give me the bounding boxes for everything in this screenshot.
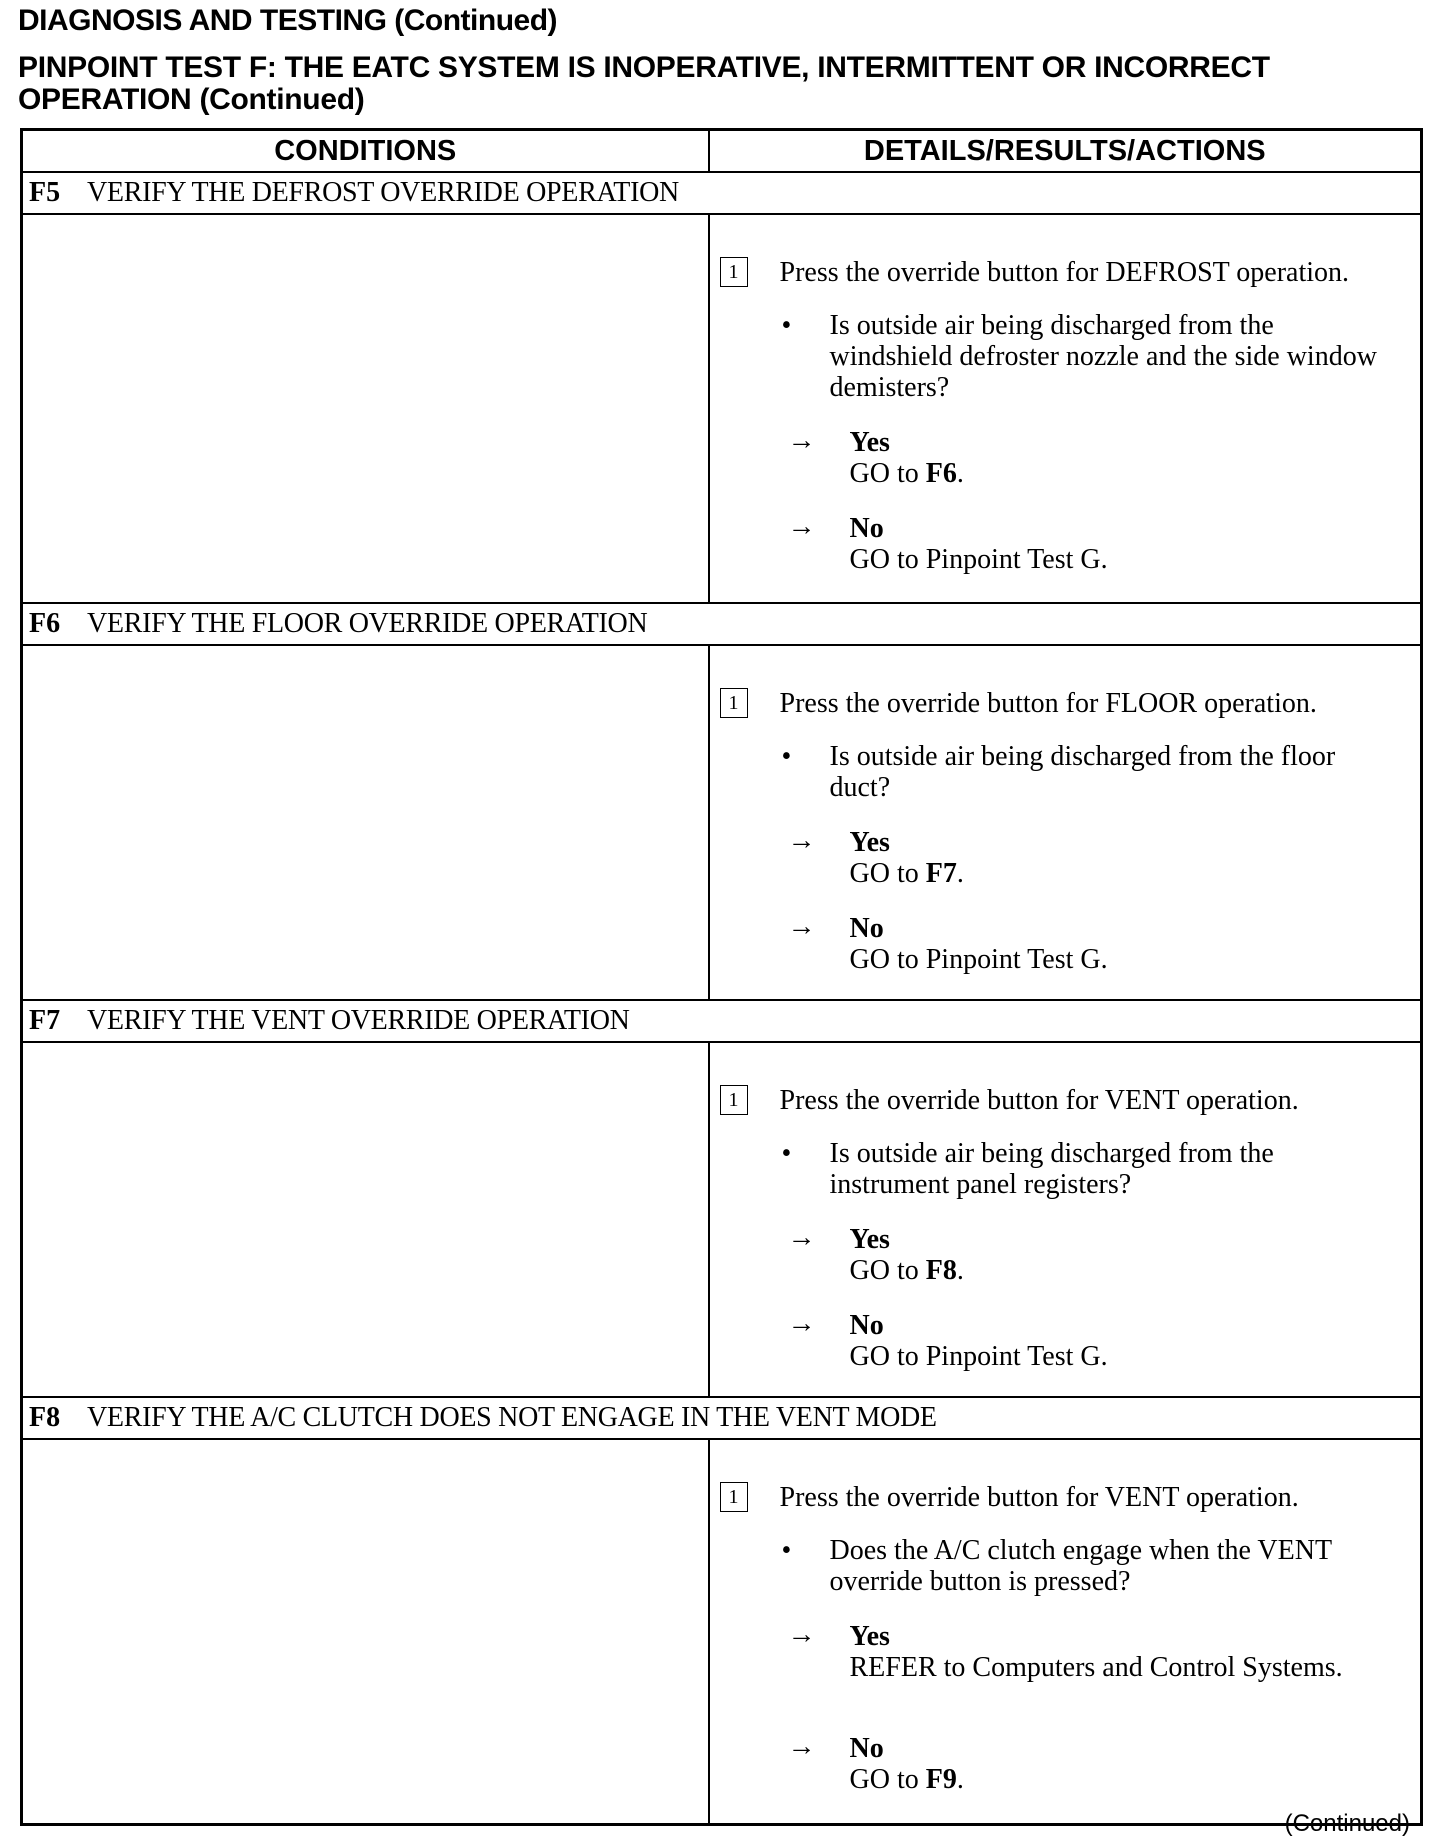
result-label: No bbox=[849, 1310, 884, 1341]
pinpoint-test-title bbox=[18, 52, 1418, 116]
continued-note: (Continued) bbox=[1284, 1810, 1410, 1837]
question-text: Is outside air being discharged from the floor duct? bbox=[829, 741, 1336, 803]
question-item bbox=[710, 310, 1421, 403]
bullet-icon: • bbox=[781, 1138, 792, 1169]
result-text: GO to F7. bbox=[849, 858, 964, 889]
result-label: No bbox=[849, 513, 884, 544]
arrow-right-icon: → bbox=[787, 911, 816, 942]
conditions-column-header: CONDITIONS bbox=[22, 130, 709, 173]
page-heading: DIAGNOSIS AND TESTING (Continued) bbox=[18, 4, 558, 37]
conditions-cell bbox=[22, 1042, 709, 1397]
step-body-row bbox=[22, 645, 1422, 1000]
conditions-cell bbox=[22, 645, 709, 1000]
result-label: Yes bbox=[849, 1621, 890, 1652]
step-number-box: 1 bbox=[720, 1085, 748, 1115]
action-step bbox=[710, 257, 1421, 288]
result-label: Yes bbox=[849, 427, 890, 458]
arrow-right-icon: → bbox=[787, 511, 816, 542]
step-number-box: 1 bbox=[720, 688, 748, 718]
step-title: VERIFY THE A/C CLUTCH DOES NOT ENGAGE IN THE VENT MODE bbox=[87, 1402, 937, 1433]
step-id: F5 bbox=[29, 177, 61, 208]
result-yes bbox=[710, 827, 1421, 889]
step-body-row bbox=[22, 1042, 1422, 1397]
action-step bbox=[710, 1085, 1421, 1116]
step-body-row bbox=[22, 214, 1422, 603]
result-text: GO to F9. bbox=[849, 1764, 964, 1795]
result-yes bbox=[710, 1224, 1421, 1286]
details-cell bbox=[709, 214, 1422, 603]
goto-target-link[interactable]: F8 bbox=[925, 1255, 957, 1286]
goto-target-link[interactable]: F7 bbox=[925, 858, 957, 889]
bullet-icon: • bbox=[781, 1535, 792, 1566]
result-text: GO to Pinpoint Test G. bbox=[849, 1341, 1108, 1372]
result-label: Yes bbox=[849, 1224, 890, 1255]
arrow-right-icon: → bbox=[787, 1619, 816, 1650]
result-label: Yes bbox=[849, 827, 890, 858]
question-text: Is outside air being discharged from the windshield defroster nozzle and the side window demisters? bbox=[829, 310, 1377, 403]
result-label: No bbox=[849, 1733, 884, 1764]
result-no bbox=[710, 1733, 1421, 1795]
step-title: VERIFY THE VENT OVERRIDE OPERATION bbox=[87, 1005, 630, 1036]
step-header-row bbox=[22, 603, 1422, 645]
step-header-row bbox=[22, 172, 1422, 214]
details-cell bbox=[709, 1439, 1422, 1825]
result-text: GO to F6. bbox=[849, 458, 964, 489]
action-text: Press the override button for DEFROST operation. bbox=[779, 257, 1350, 288]
question-text: Does the A/C clutch engage when the VENT override button is pressed? bbox=[829, 1535, 1332, 1597]
result-text: REFER to Computers and Control Systems. bbox=[849, 1652, 1343, 1683]
step-number-box: 1 bbox=[720, 1482, 748, 1512]
result-text: GO to F8. bbox=[849, 1255, 964, 1286]
action-text: Press the override button for FLOOR operation. bbox=[779, 688, 1317, 719]
step-title: VERIFY THE DEFROST OVERRIDE OPERATION bbox=[87, 177, 679, 208]
arrow-right-icon: → bbox=[787, 425, 816, 456]
question-item bbox=[710, 1138, 1421, 1200]
step-number-box: 1 bbox=[720, 257, 748, 287]
step-header-row bbox=[22, 1397, 1422, 1439]
question-text: Is outside air being discharged from the instrument panel registers? bbox=[829, 1138, 1274, 1200]
step-header bbox=[22, 1000, 1422, 1042]
step-header bbox=[22, 172, 1422, 214]
bullet-icon: • bbox=[781, 741, 792, 772]
goto-target-link[interactable]: F6 bbox=[925, 458, 957, 489]
step-header bbox=[22, 1397, 1422, 1439]
arrow-right-icon: → bbox=[787, 825, 816, 856]
question-item bbox=[710, 741, 1421, 803]
step-header bbox=[22, 603, 1422, 645]
step-body-row bbox=[22, 1439, 1422, 1825]
details-cell bbox=[709, 1042, 1422, 1397]
question-item bbox=[710, 1535, 1421, 1597]
result-yes bbox=[710, 427, 1421, 489]
conditions-cell bbox=[22, 214, 709, 603]
bullet-icon: • bbox=[781, 310, 792, 341]
goto-target-link[interactable]: F9 bbox=[925, 1764, 957, 1795]
result-yes bbox=[710, 1621, 1421, 1683]
result-no bbox=[710, 513, 1421, 575]
pinpoint-test-title-line1: PINPOINT TEST F: THE EATC SYSTEM IS INOPERATIVE, INTERMITTENT OR INCORRECT bbox=[18, 51, 1270, 84]
step-id: F8 bbox=[29, 1402, 61, 1433]
result-no bbox=[710, 1310, 1421, 1372]
result-text: GO to Pinpoint Test G. bbox=[849, 544, 1108, 575]
result-no bbox=[710, 913, 1421, 975]
details-cell bbox=[709, 645, 1422, 1000]
arrow-right-icon: → bbox=[787, 1731, 816, 1762]
step-id: F7 bbox=[29, 1005, 61, 1036]
arrow-right-icon: → bbox=[787, 1222, 816, 1253]
action-step bbox=[710, 688, 1421, 719]
action-text: Press the override button for VENT operation. bbox=[779, 1482, 1299, 1513]
step-header-row bbox=[22, 1000, 1422, 1042]
action-text: Press the override button for VENT operation. bbox=[779, 1085, 1299, 1116]
action-step bbox=[710, 1482, 1421, 1513]
conditions-cell bbox=[22, 1439, 709, 1825]
step-id: F6 bbox=[29, 608, 61, 639]
step-title: VERIFY THE FLOOR OVERRIDE OPERATION bbox=[87, 608, 648, 639]
result-label: No bbox=[849, 913, 884, 944]
table-header-row bbox=[22, 130, 1422, 173]
pinpoint-test-table bbox=[20, 128, 1423, 1826]
details-column-header: DETAILS/RESULTS/ACTIONS bbox=[709, 130, 1422, 173]
arrow-right-icon: → bbox=[787, 1308, 816, 1339]
result-text: GO to Pinpoint Test G. bbox=[849, 944, 1108, 975]
pinpoint-test-title-line2: OPERATION (Continued) bbox=[18, 83, 365, 116]
